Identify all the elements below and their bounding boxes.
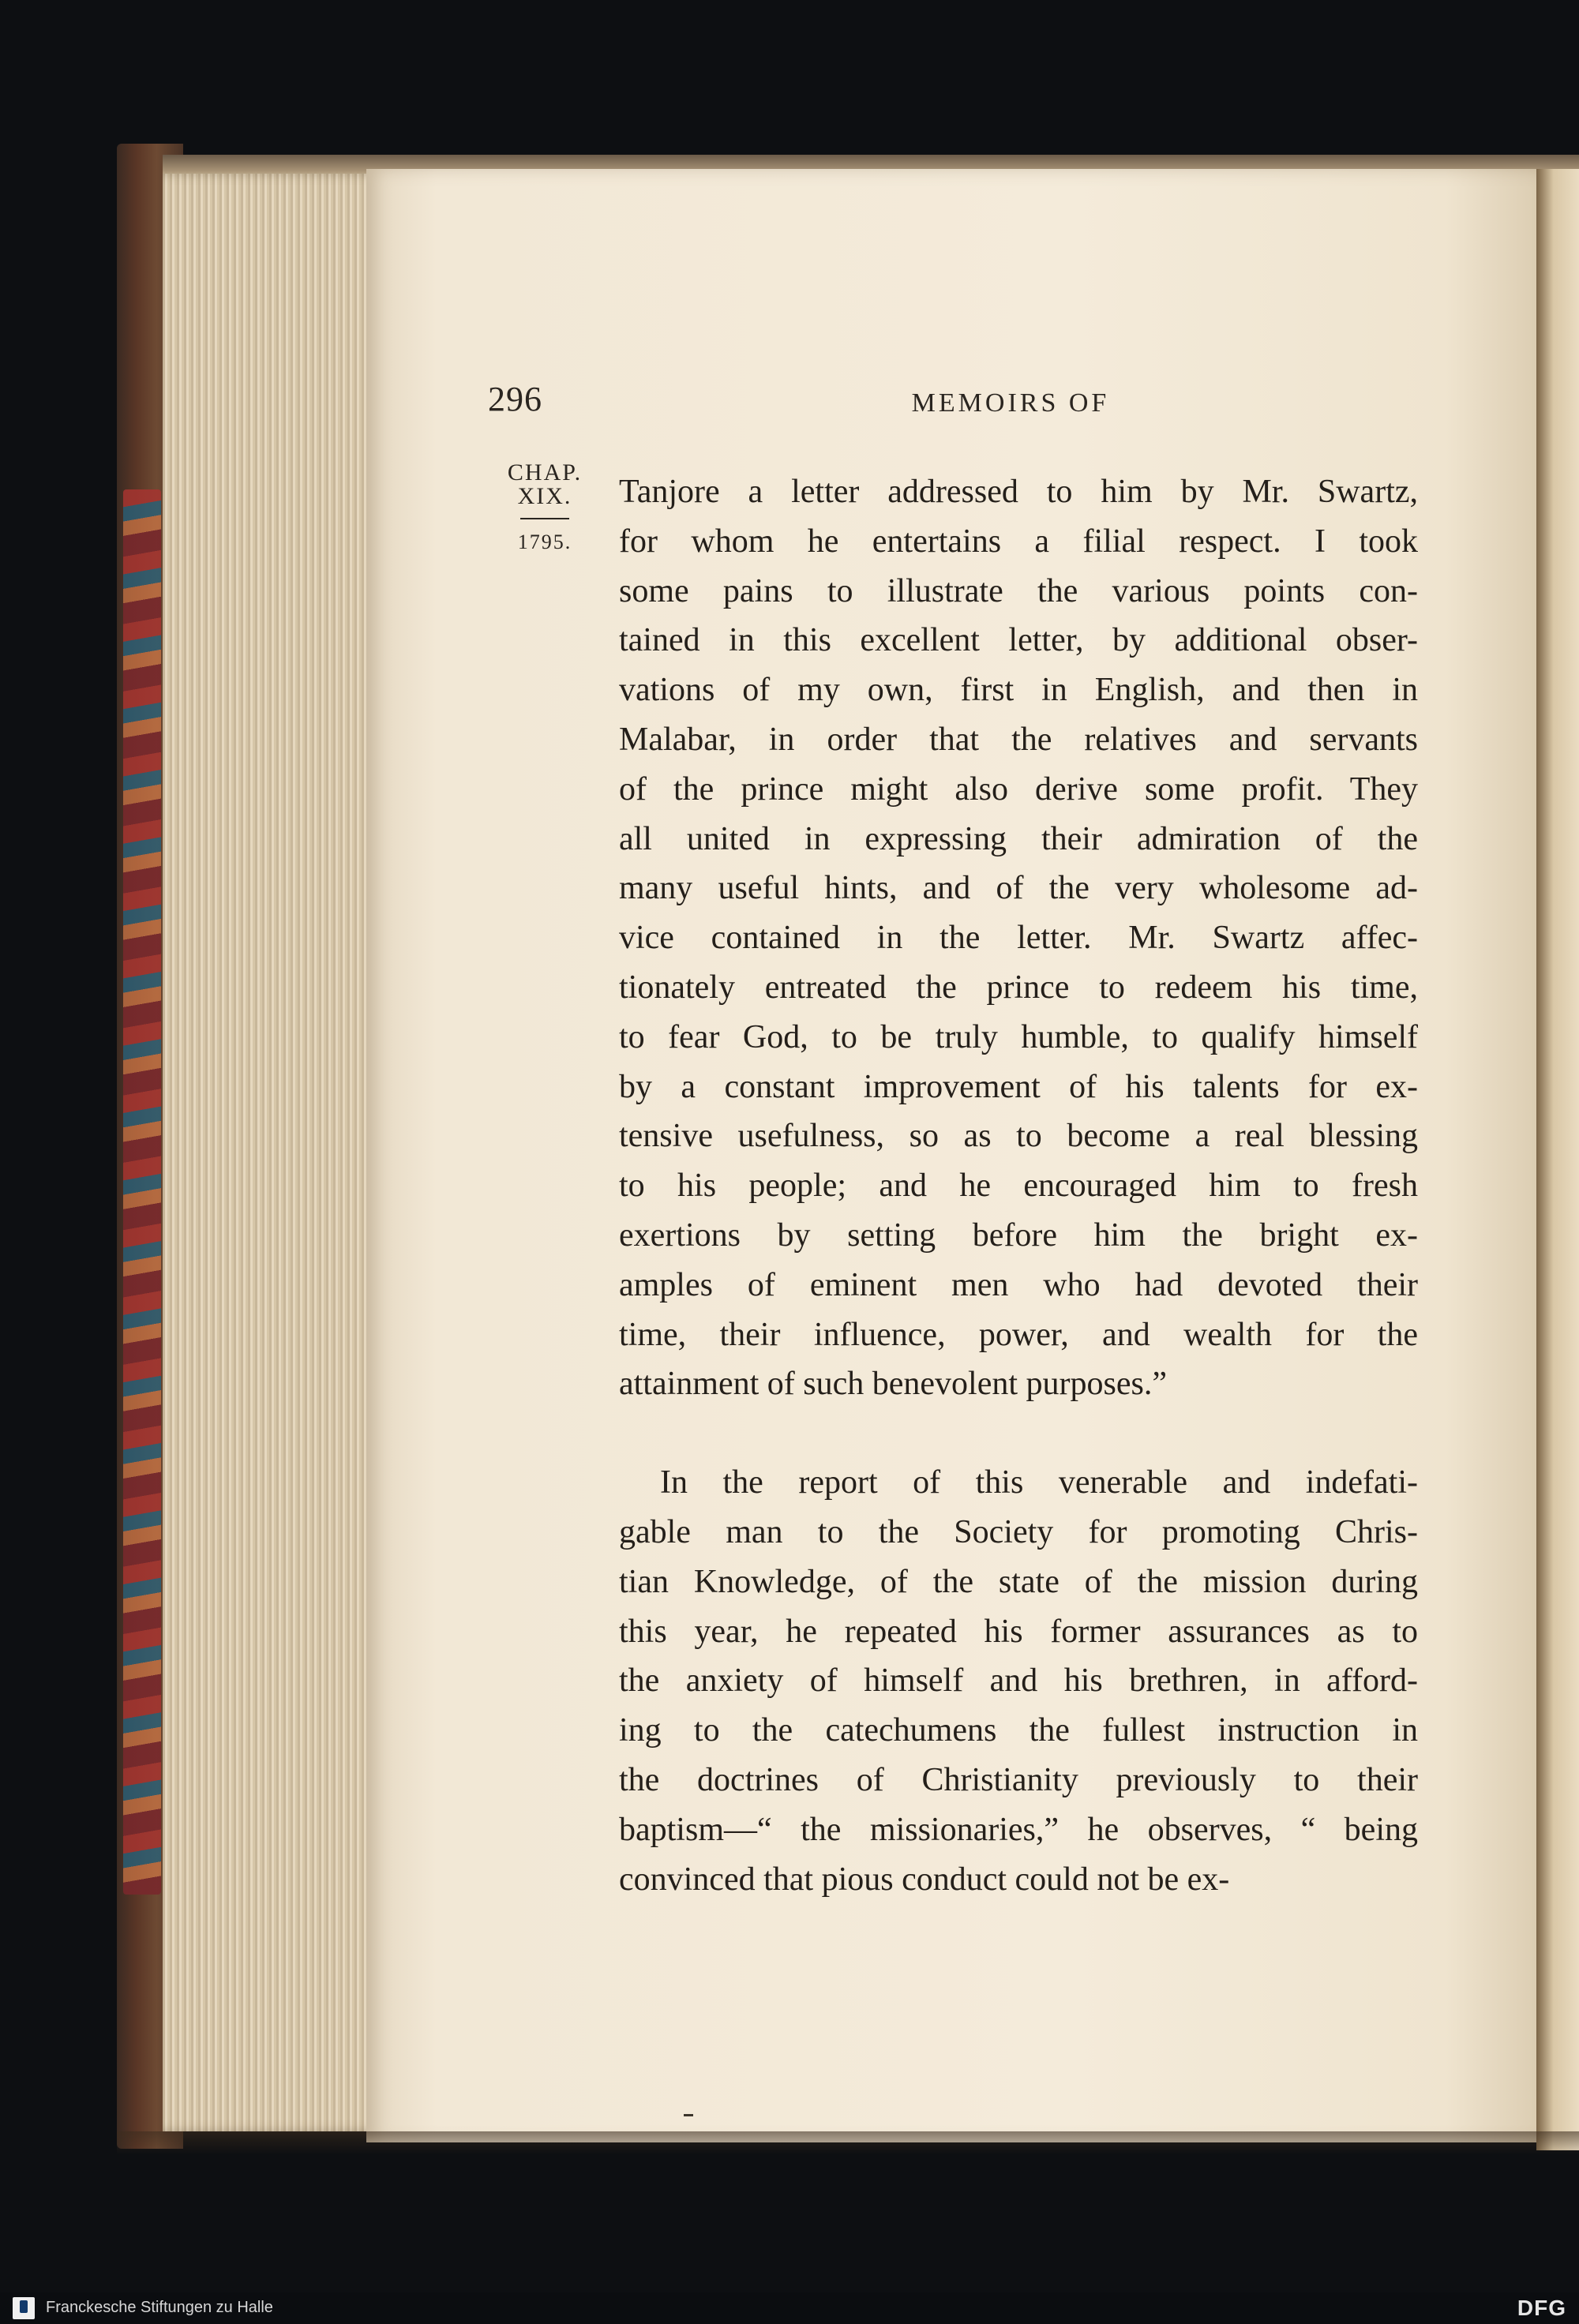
text-line: some pains to illustrate the various points con- <box>619 572 1418 609</box>
text-line: attainment of such benevolent purposes.” <box>619 1366 1167 1403</box>
text-line: vations of my own, first in English, and then in <box>619 672 1418 709</box>
text-line: this year, he repeated his former assurances as to <box>619 1613 1418 1650</box>
text-line: baptism—“ the missionaries,” he observes, “ being <box>619 1811 1418 1848</box>
margin-note <box>497 461 592 554</box>
facing-page-edge <box>1536 169 1579 2150</box>
text-line: tained in this excellent letter, by additional obser- <box>619 622 1418 659</box>
dfg-logo: DFG <box>1517 2296 1566 2320</box>
text-line: the doctrines of Christianity previously to their <box>619 1761 1418 1798</box>
text-line: for whom he entertains a filial respect. I took <box>619 523 1418 560</box>
institution-logo-icon <box>13 2297 35 2319</box>
text-line: the anxiety of himself and his brethren, in afford- <box>619 1662 1418 1700</box>
paragraph-2 <box>619 1458 1418 1904</box>
text-line: to his people; and he encouraged him to fresh <box>619 1168 1418 1205</box>
chapter-number: XIX. <box>517 483 572 509</box>
text-line: ing to the catechumens the fullest instruction in <box>619 1712 1418 1749</box>
margin-year: 1795. <box>517 530 572 553</box>
text-line: of the prince might also derive some profit. They <box>619 770 1418 808</box>
text-line: vice contained in the letter. Mr. Swartz affec- <box>619 920 1418 957</box>
text-line: to fear God, to be truly humble, to qualify himself <box>619 1018 1418 1055</box>
text-line: exertions by setting before him the bright ex- <box>619 1216 1418 1254</box>
text-line: by a constant improvement of his talents for ex- <box>619 1068 1418 1105</box>
text-line: In the report of this venerable and indefati- <box>660 1464 1418 1501</box>
text-line: gable man to the Society for promoting Chris- <box>619 1513 1418 1550</box>
paragraph-gap <box>619 1409 1418 1458</box>
paragraph-1 <box>619 467 1418 1409</box>
chapter-label: CHAP. <box>507 459 583 485</box>
text-line: tian Knowledge, of the state of the mission during <box>619 1563 1418 1600</box>
text-line: amples of eminent men who had devoted their <box>619 1266 1418 1303</box>
text-line: Malabar, in order that the relatives and servants <box>619 721 1418 758</box>
text-line: Tanjore a letter addressed to him by Mr. Swartz, <box>619 474 1418 510</box>
page-stack-edges <box>163 174 387 2131</box>
text-line: many useful hints, and of the very wholesome ad- <box>619 870 1418 907</box>
text-line: tensive usefulness, so as to become a real blessing <box>619 1118 1418 1155</box>
text-line: convinced that pious conduct could not be ex- <box>619 1861 1230 1898</box>
bottom-shadow <box>117 2131 1579 2155</box>
running-head: MEMOIRS OF <box>911 388 1110 418</box>
body-text <box>619 467 1418 1904</box>
text-line: all united in expressing their admiration of the <box>619 820 1418 857</box>
page-number: 296 <box>488 380 542 418</box>
margin-rule <box>520 518 569 519</box>
text-line: tionately entreated the prince to redeem his time, <box>619 969 1418 1006</box>
marbled-endpaper <box>123 489 161 1895</box>
footer-institution: Franckesche Stiftungen zu Halle <box>46 2299 273 2316</box>
printer-mark <box>684 2114 693 2116</box>
text-line: time, their influence, power, and wealth for the <box>619 1316 1418 1353</box>
